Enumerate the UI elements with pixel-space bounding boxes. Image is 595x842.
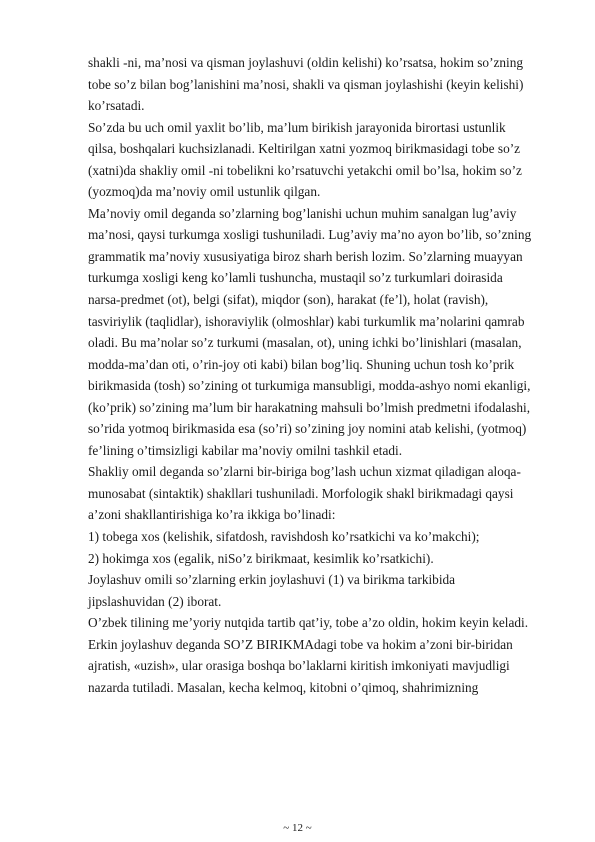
- text-line: (xatni)da shakliy omil -ni tobelikni ko’rsatuvchi yetakchi omil bo’lsa, hokim so’z: [88, 162, 522, 178]
- text-line: modda-ma’dan oti, o’rin-joy oti kabi) bilan bog’liq. Shuning uchun tosh ko’prik: [88, 356, 515, 372]
- text-line: (ko’prik) so’zining ma’lum bir harakatning mahsuli bo’lmish predmetni ifodalashi,: [88, 399, 531, 415]
- text-line: ma’nosi, qaysi turkumga xosligi tushuniladi. Lug’aviy ma’no ayon bo’lib, so’zning: [88, 227, 532, 243]
- text-line: nazarda tutiladi. Masalan, kecha kelmoq, kitobni o’qimoq, shahrimizning: [88, 679, 479, 695]
- text-line: jipslashuvidan (2) iborat.: [88, 593, 222, 609]
- text-line: so’rida yotmoq birikmasida esa (so’ri) so’zining joy nomini atab kelishi, (yotmoq): [88, 421, 527, 437]
- text-line: Joylashuv omili so’zlarning erkin joylashuvi (1) va birikma tarkibida: [88, 572, 456, 588]
- text-line: So’zda bu uch omil yaxlit bo’lib, ma’lum birikish jarayonida birortasi ustunlik: [88, 119, 506, 135]
- text-line: Erkin joylashuv deganda SO’Z BIRIKMAdagi tobe va hokim a’zoni bir-biridan: [88, 636, 513, 652]
- text-line: 1) tobega xos (kelishik, sifatdosh, ravishdosh ko’rsatkichi va ko’makchi);: [88, 529, 480, 545]
- text-line: tasviriylik (taqlidlar), ishoraviylik (olmoshlar) kabi turkumlik ma’nolarini qamrab: [88, 313, 525, 329]
- text-line: Ma’noviy omil deganda so’zlarning bog’lanishi uchun muhim sanalgan lug’aviy: [88, 205, 517, 221]
- text-line: narsa-predmet (ot), belgi (sifat), miqdor (son), harakat (fe’l), holat (ravish),: [88, 292, 489, 308]
- text-line: birikmasida (tosh) so’zining ot turkumiga mansubligi, modda-ashyo nomi ekanligi,: [88, 378, 531, 394]
- text-line: Shakliy omil deganda so’zlarni bir-biriga bog’lash uchun xizmat qiladigan aloqa-: [88, 464, 521, 480]
- text-line: munosabat (sintaktik) shakllari tushuniladi. Morfologik shakl birikmadagi qaysi: [88, 485, 514, 501]
- text-line: ajratish, «uzish», ular orasiga boshqa bo’laklarni kiritish imkoniyati mavjudligi: [88, 658, 510, 674]
- text-line: qilsa, boshqalari kuchsizlanadi. Keltirilgan xatni yozmoq birikmasidagi tobe so’z: [88, 141, 521, 157]
- text-line: a’zoni shakllantirishiga ko’ra ikkiga bo’linadi:: [88, 507, 336, 523]
- text-line: shakli -ni, ma’nosi va qisman joylashuvi (oldin kelishi) ko’rsatsa, hokim so’zning: [88, 55, 524, 70]
- page-number: ~ 12 ~: [283, 822, 312, 834]
- text-line: ko’rsatadi.: [88, 98, 145, 114]
- text-line: fe’lining o’timsizligi kabilar ma’noviy omilni tashkil etadi.: [88, 442, 403, 458]
- text-line: O’zbek tilining me’yoriy nutqida tartib qat’iy, tobe a’zo oldin, hokim keyin keladi.: [88, 615, 529, 631]
- text-line: tobe so’z bilan bog’lanishini ma’nosi, shakli va qisman joylashishi (keyin kelishi): [88, 76, 524, 92]
- text-line: oladi. Bu ma’nolar so’z turkumi (masalan, ot), uning ichki bo’linishlari (masalan,: [88, 335, 522, 351]
- body-text: [88, 52, 558, 698]
- text-line: grammatik ma’noviy xususiyatiga biroz sharh berish lozim. So’zlarning muayyan: [88, 248, 523, 264]
- text-line: (yozmoq)da ma’noviy omil ustunlik qilgan.: [88, 184, 321, 200]
- text-line: turkumga xosligi keng ko’lamli tushuncha, mustaqil so’z turkumlari doirasida: [88, 270, 503, 286]
- text-line: 2) hokimga xos (egalik, niSo’z birikmaat, kesimlik ko’rsatkichi).: [88, 550, 434, 566]
